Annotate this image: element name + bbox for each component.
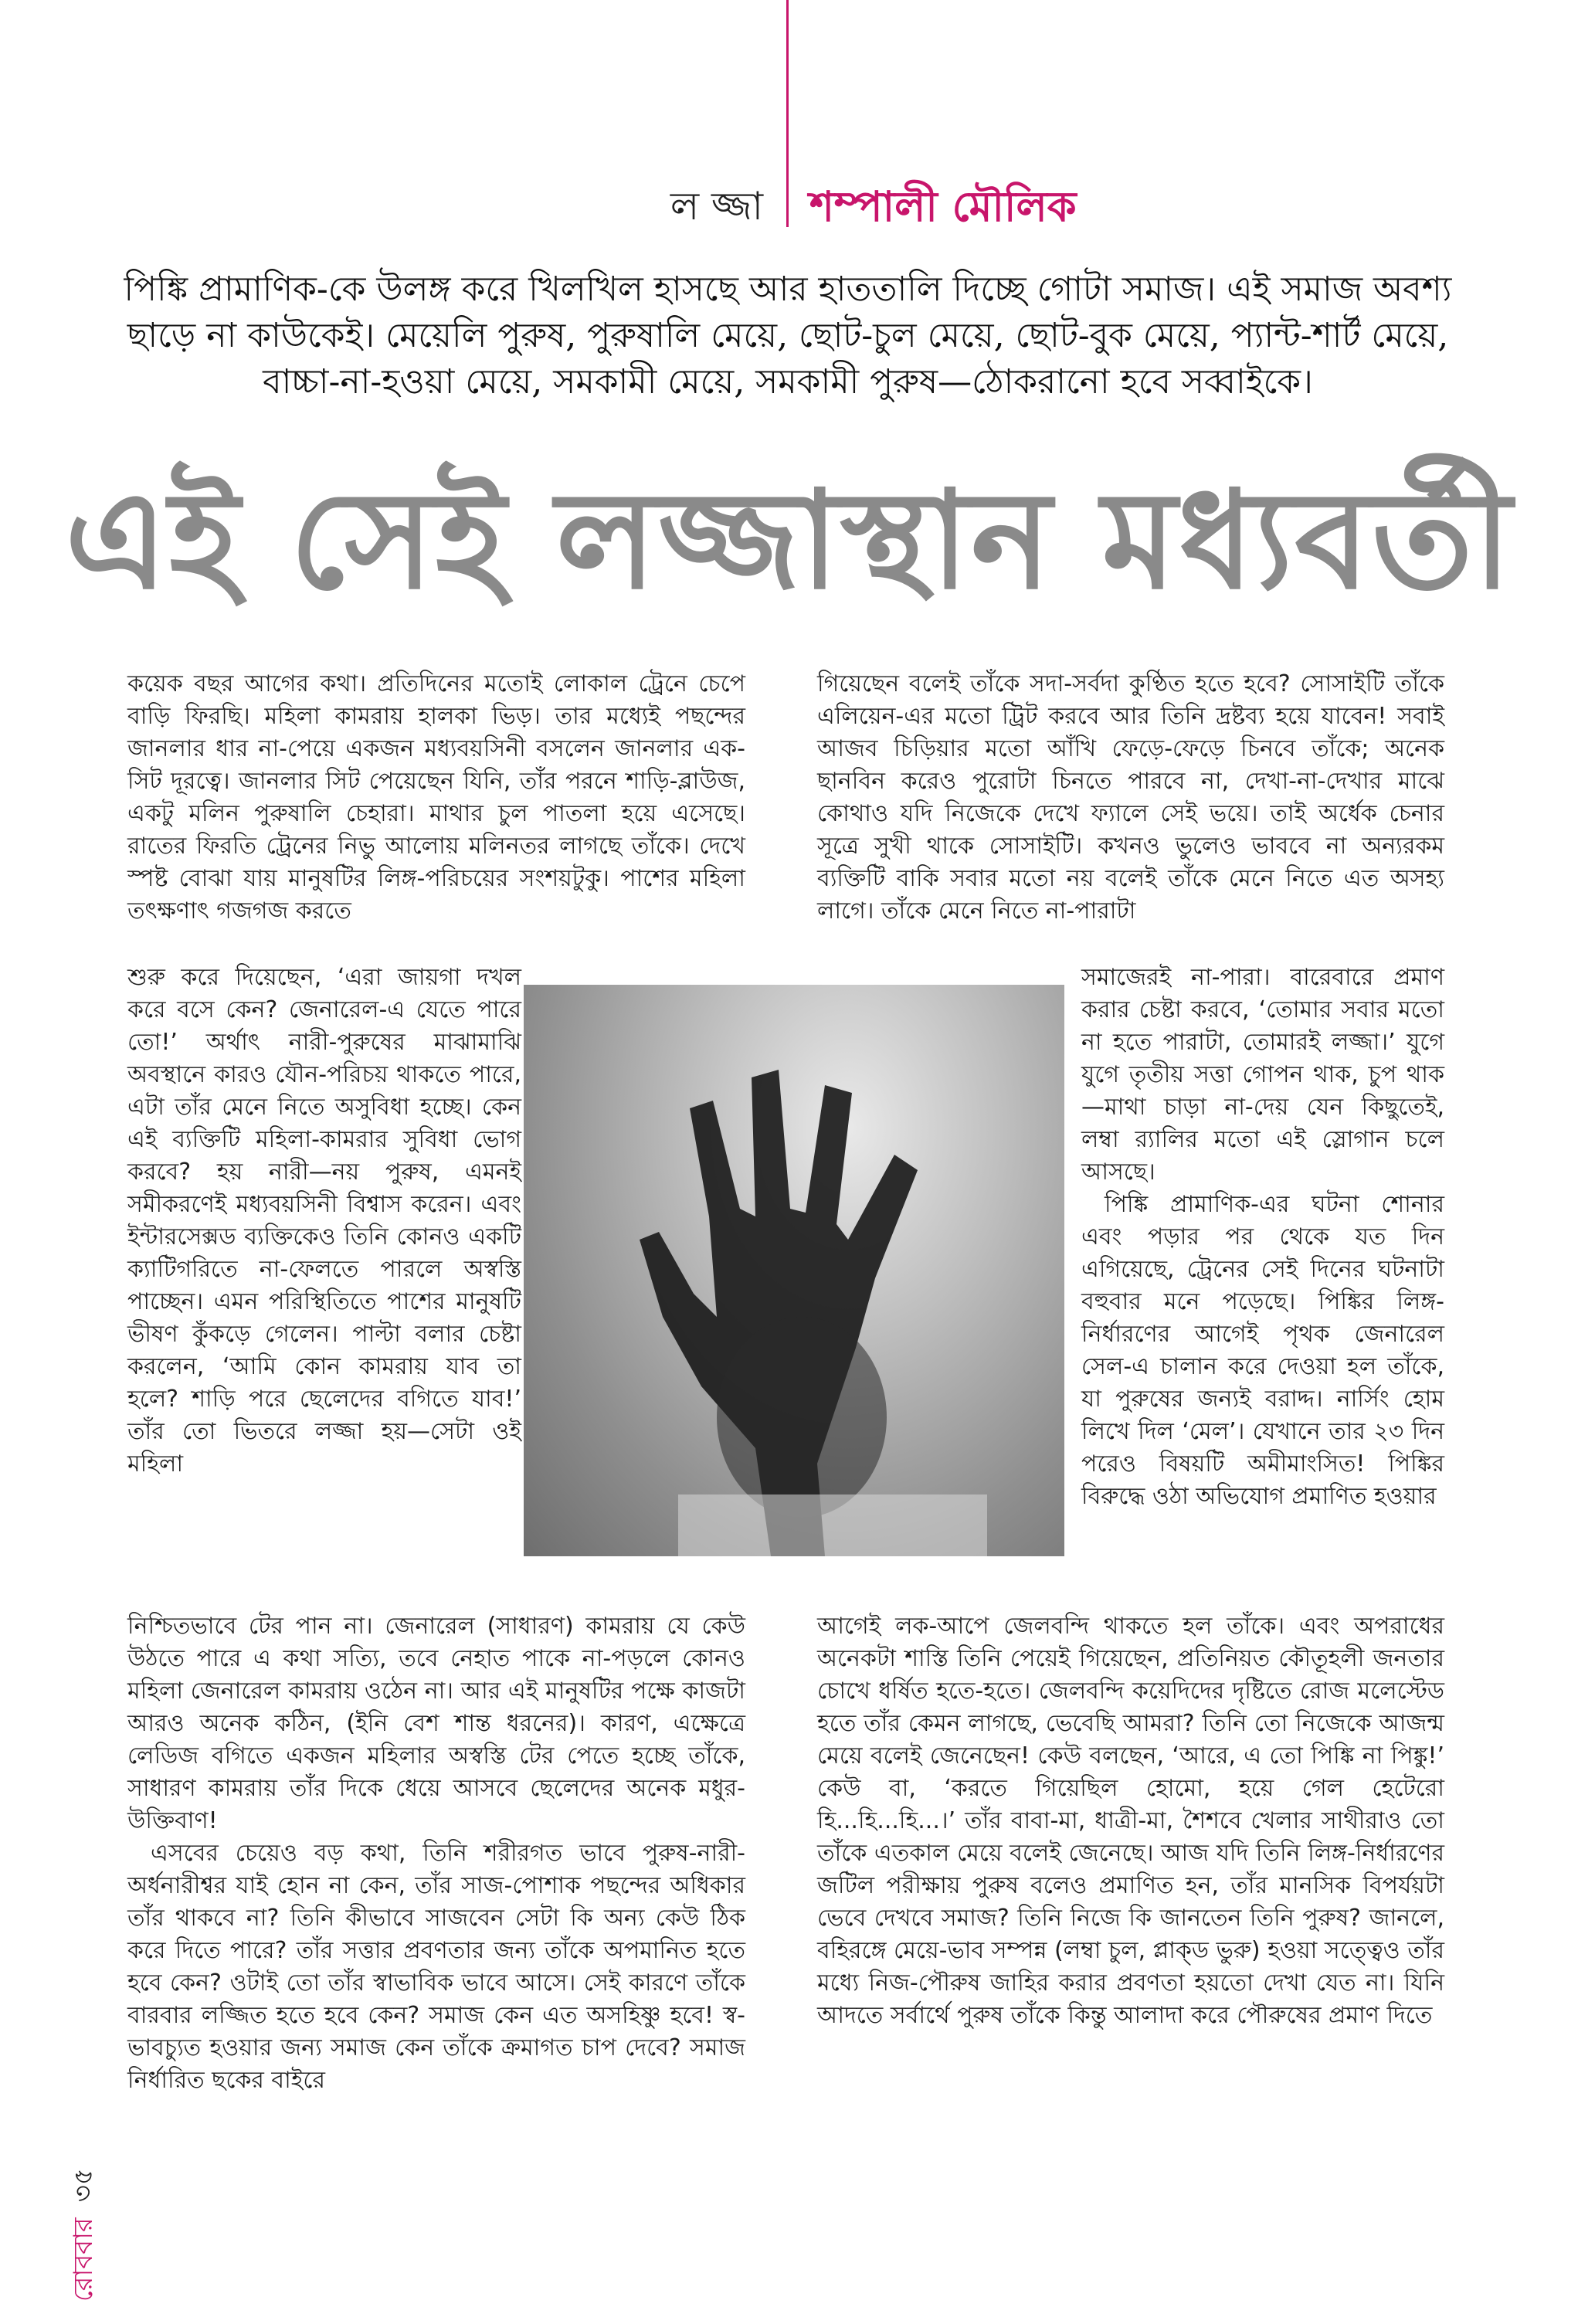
paragraph: কয়েক বছর আগের কথা। প্রতিদিনের মতোই লোকাল ট্রেনে চেপে বাড়ি ফিরছি। মহিলা কামরায় হালকা ভিড়। তার মধ্যেই পছন্দের জানলার ধার না-পেয়ে একজন মধ্যবয়সিনী বসলেন জানলার এক-সিট দূরত্বে। জানলার সিট পেয়েছেন যিনি, তাঁর পরনে শাড়ি-ব্লাউজ, একটু মলিন পুরুষালি চেহারা। মাথার চুল পাতলা হয়ে এসেছে। রাতের ফিরতি ট্রেনের নিভু আলোয় মলিনতর লাগছে তাঁকে। দেখে স্পষ্ট বোঝা যায় মানুষটির লিঙ্গ-পরিচয়ের সংশয়টুকু। পাশের মহিলা তৎক্ষণাৎ গজগজ করতে: [127, 670, 745, 925]
hand-silhouette: [524, 985, 1064, 1556]
headline: এই সেই লজ্জাস্থান মধ্যবর্তী: [64, 461, 1514, 619]
paragraph: গিয়েছেন বলেই তাঁকে সদা-সর্বদা কুণ্ঠিত হতে হবে? সোসাইটি তাঁকে এলিয়েন-এর মতো ট্রিট করবে আর তিনি দ্রষ্টব্য হয়ে যাবেন! সবাই আজব চিড়িয়ার মতো আঁখি ফেড়ে-ফেড়ে চিনবে তাঁকে; অনেক ছানবিন করেও পুরোটা চিনতে পারবে না, দেখা-না-দেখার মাঝে কোথাও যদি নিজেকে দেখে ফ্যালে সেই ভয়ে। তাই অর্ধেক চেনার সূত্রে সুখী থাকে সোসাইটি। কখনও ভুলেও ভাববে না অন্যরকম ব্যক্তিটি বাকি সবার মতো নয় বলেই তাঁকে মেনে নিতে এত অসহ্য লাগে। তাঁকে মেনে নিতে না-পারাটা: [817, 670, 1444, 925]
raised-hand-photo: [524, 985, 1064, 1556]
header-separator: [786, 176, 789, 227]
top-rule: [786, 0, 789, 178]
paragraph: শুরু করে দিয়েছেন, ‘এরা জায়গা দখল করে বসে কেন? জেনারেল-এ যেতে পারে তো!’ অর্থাৎ নারী-পুরুষের মাঝামাঝি অবস্থানে কারও যৌন-পরিচয় থাকতে পারে, এটা তাঁর মেনে নিতে অসুবিধা হচ্ছে। কেন এই ব্যক্তিটি মহিলা-কামরার সুবিধা ভোগ করবে? হয় নারী—নয় পুরুষ, এমনই সমীকরণেই মধ্যবয়সিনী বিশ্বাস করেন। এবং ইন্টারসেক্সড ব্যক্তিকেও তিনি কোনও একটি ক্যাটিগরিতে না-ফেলতে পারলে অস্বস্তি পাচ্ছেন। এমন পরিস্থিতিতে পাশের মানুষটি ভীষণ কুঁকড়ে গেলেন। পাল্টা বলার চেষ্টা করলেন, ‘আমি কোন কামরায় যাব তা হলে? শাড়ি পরে ছেলেদের বগিতে যাব!’ তাঁর তো ভিতরে লজ্জা হয়—সেটা ওই মহিলা: [127, 964, 521, 1478]
article-header: [0, 171, 1578, 233]
paragraph: পিঙ্কি প্রামাণিক-এর ঘটনা শোনার এবং পড়ার পর থেকে যত দিন এগিয়েছে, ট্রেনের সেই দিনের ঘটনাটা বহুবার মনে পড়েছে। পিঙ্কির লিঙ্গ-নির্ধারণের আগেই পৃথক জেনারেল সেল-এ চালান করে দেওয়া হল তাঁকে, যা পুরুষের জন্যই বরাদ্দ। নার্সিং হোম লিখে দিল ‘মেল’। যেখানে তার ২৩ দিন পরেও বিষয়টি অমীমাংসিত! পিঙ্কির বিরুদ্ধে ওঠা অভিযোগ প্রমাণিত হওয়ার: [1081, 1191, 1444, 1510]
paragraph: আগেই লক-আপে জেলবন্দি থাকতে হল তাঁকে। এবং অপরাধের অনেকটা শাস্তি তিনি পেয়েই গিয়েছেন, প্রতিনিয়ত কৌতূহলী জনতার চোখে ধর্ষিত হতে-হতে। জেলবন্দি কয়েদিদের দৃষ্টিতে রোজ মলেস্টেড হতে তাঁর কেমন লাগছে, ভেবেছি আমরা? তিনি তো নিজেকে আজন্ম মেয়ে বলেই জেনেছেন! কেউ বলছেন, ‘আরে, এ তো পিঙ্কি না পিঙ্কু!’ কেউ বা, ‘করতে গিয়েছিল হোমো, হয়ে গেল হেটেরো হি...হি...হি...।’ তাঁর বাবা-মা, ধাত্রী-মা, শৈশবে খেলার সাথীরাও তো তাঁকে এতকাল মেয়ে বলেই জেনেছে। আজ যদি তিনি লিঙ্গ-নির্ধারণের জটিল পরীক্ষায় পুরুষ বলেও প্রমাণিত হন, তাঁর মানসিক বিপর্যয়টা ভেবে দেখবে সমাজ? তিনি নিজে কি জানতেন তিনি পুরুষ? জানলে, বহিরঙ্গে মেয়ে-ভাব সম্পন্ন (লম্বা চুল, প্লাক্‌ড ভুরু) হওয়া সত্ত্বেও তাঁর মধ্যে নিজ-পৌরুষ জাহির করার প্রবণতা হয়তো দেখা যেত না। যিনি আদতে সর্বার্থে পুরুষ তাঁকে কিন্তু আলাদা করে পৌরুষের প্রমাণ দিতে: [817, 1613, 1444, 2029]
standfirst: পিঙ্কি প্রামাণিক-কে উলঙ্গ করে খিলখিল হাসছে আর হাততালি দিচ্ছে গোটা সমাজ। এই সমাজ অবশ্য ছাড়ে না কাউকেই। মেয়েলি পুরুষ, পুরুষালি মেয়ে, ছোট-চুল মেয়ে, ছোট-বুক মেয়ে, প্যান্ট-শার্ট মেয়ে, বাচ্চা-না-হওয়া মেয়ে, সমকামী মেয়ে, সমকামী পুরুষ—ঠোকরানো হবে সব্বাইকে।: [124, 270, 1452, 402]
right-column-bottom: [817, 1610, 1444, 2032]
paragraph: নিশ্চিতভাবে টের পান না। জেনারেল (সাধারণ) কামরায় যে কেউ উঠতে পারে এ কথা সত্যি, তবে নেহাত পাকে না-পড়লে কোনও মহিলা জেনারেল কামরায় ওঠেন না। আর এই মানুষটির পক্ষে কাজটা আরও অনেক কঠিন, (ইনি বেশ শান্ত ধরনের)। কারণ, এক্ষেত্রে লেডিজ বগিতে একজন মহিলার অস্বস্তি টের পেতে হচ্ছে তাঁকে, সাধারণ কামরায় তাঁর দিকে ধেয়ে আসবে ছেলেদের অনেক মধুর-উক্তিবাণ!: [127, 1613, 745, 1834]
right-column-wrap: [1081, 962, 1444, 1513]
right-column-top: [817, 668, 1444, 928]
author-byline: শম্পালী মৌলিক: [809, 182, 1077, 231]
left-column-bottom: [127, 1610, 745, 2097]
page-number: ৩৫: [67, 2168, 99, 2203]
paragraph: এসবের চেয়েও বড় কথা, তিনি শরীরগত ভাবে পুরুষ-নারী-অর্ধনারীশ্বর যাই হোন না কেন, তাঁর সাজ-পোশাক পছন্দের অধিকার তাঁর থাকবে না? তিনি কীভাবে সাজবেন সেটা কি অন্য কেউ ঠিক করে দিতে পারে? তাঁর সত্তার প্রবণতার জন্য তাঁকে অপমানিত হতে হবে কেন? ওটাই তো তাঁর স্বাভাবিক ভাবে আসে। সেই কারণে তাঁকে বারবার লজ্জিত হতে হবে কেন? সমাজ কেন এত অসহিষ্ণু হবে! স্ব-ভাবচ্যুত হওয়ার জন্য সমাজ কেন তাঁকে ক্রমাগত চাপ দেবে? সমাজ নির্ধারিত ছকের বাইরে: [127, 1840, 745, 2094]
magazine-name: রোববার: [67, 2217, 99, 2302]
paragraph: সমাজেরই না-পারা। বারেবারে প্রমাণ করার চেষ্টা করবে, ‘তোমার সবার মতো না হতে পারাটা, তোমারই লজ্জা।’ যুগে যুগে তৃতীয় সত্তা গোপন থাক, চুপ থাক—মাথা চাড়া না-দেয় যেন কিছুতেই, লম্বা র‌্যালির মতো এই স্লোগান চলে আসছে।: [1081, 964, 1444, 1186]
page-folio: [66, 2047, 104, 2302]
left-column-top: [127, 668, 745, 928]
left-column-wrap: [127, 962, 521, 1481]
section-kicker: ল জ্জা: [670, 184, 763, 229]
